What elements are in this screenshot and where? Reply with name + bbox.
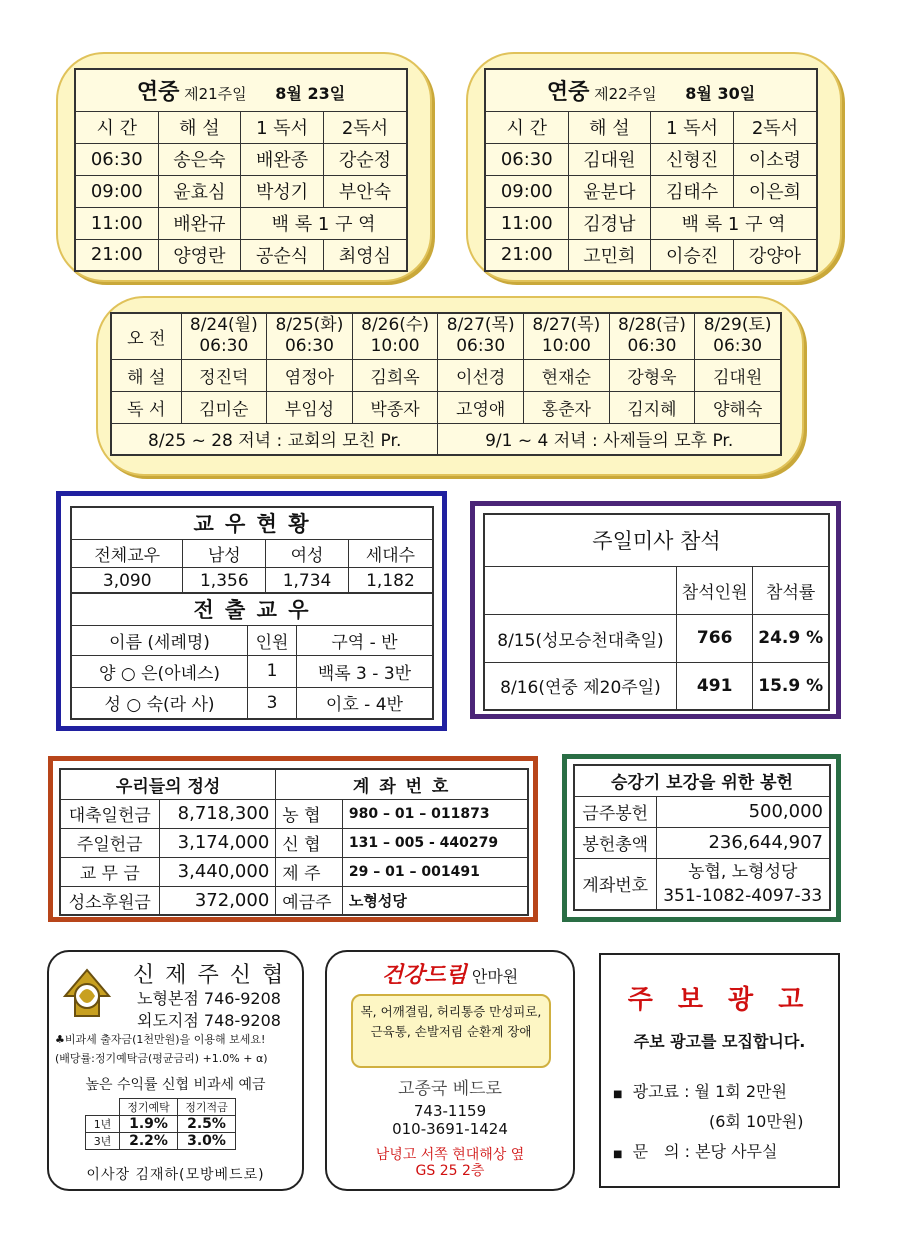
table-row: 21:00 고민희 이승진 강양아 [485,239,817,271]
sunday-left-table: 연중 제21주일 8월 23일 시 간 해 설 1 독서 2독서 06:30 송은숙 배완종 강순정 09:00 윤효심 박성기 부안숙 11:00 배완규 백 록 1 구 역 21:00 양영란 공순식 최영심 [74,68,408,272]
table-row: 성 ○ 숙(라 사) 3 이호 - 4반 [71,687,433,719]
table-row: 11:00 배완규 백 록 1 구 역 [75,207,407,239]
table-row: 09:00 윤효심 박성기 부안숙 [75,175,407,207]
table-row: 양 ○ 은(아녜스) 1 백록 3 - 3반 [71,655,433,687]
bulletin-ad [599,953,840,1188]
elevator-table: 승강기 보강을 위한 봉헌 금주봉헌 500,000 봉헌총액 236,644,907 계좌번호 농협, 노형성당 351-1082-4097-33 [573,764,831,911]
credit-promo-1: ♣비과세 출자금(1천만원)을 이용해 보세요! [55,1033,266,1046]
offering-table: 우리들의 정성 계 좌 번 호 대축일헌금 8,718,300 농 협 980 – 01 – 011873 주일헌금 3,174,000 신 협 131 – 005 - 440279 교 무 금 3,440,000 제 주 29 – 01 – 001491 성소후원금 372,000 예금주 노형성당 [59,768,529,916]
massage-brand: 건강드림 [381,963,467,988]
massage-location-2: GS 25 2층 [415,1163,485,1179]
weekday-note-left: 8/25 ~ 28 저녁 : 교회의 모친 Pr. [111,423,438,455]
massage-owner: 고종국 베드로 [398,1079,502,1099]
table-row: 독 서 김미순 부임성 박종자 고영애 홍춘자 김지혜 양해숙 [111,391,781,423]
bulletin-ad-fee: ■ 광고료 : 월 1회 2만원 [613,1082,787,1101]
weekday-table: 오 전 8/24(월) 06:30 8/25(화) 06:30 8/26(수) 10:00 8/27(목) 06:30 8/27(목) 10:00 8/28(금) 06:30 8/29(토) 06:30 해 설 정진덕 염정아 김희옥 이선경 현재순 강형욱 김대원 독 서 김미순 부임성 박종자 고영애 홍춘자 김지혜 양해숙 8/25 ~ 28 저녁 : 교회의 모친 Pr. 9/1 ~ 4 저녁 : 사제들의 모후 Pr. [110,312,782,456]
sunday-right-table: 연중 제22주일 8월 30일 시 간 해 설 1 독서 2독서 06:30 김대원 신형진 이소령 09:00 윤분다 김태수 이은희 11:00 김경남 백 록 1 구 역 21:00 고민희 이승진 강양아 [484,68,818,272]
credit-rate-table: 정기예탁 정기적금 1년 1.9% 2.5% 3년 2.2% 3.0% [85,1098,236,1150]
members-table: 교 우 현 황 전체교우 남성 여성 세대수 3,090 1,356 1,734 1,182 [70,506,434,596]
table-row: 해 설 정진덕 염정아 김희옥 이선경 현재순 강형욱 김대원 [111,359,781,391]
credit-branch-1: 노형본점 746-9208 [137,989,281,1008]
massage-phone-1: 743-1159 [413,1102,487,1120]
table-row: 금주봉헌 500,000 [574,796,830,827]
bulletin-ad-fee-sub: (6회 10만원) [709,1112,804,1131]
massage-ad [325,950,575,1191]
credit-union-logo-icon [59,966,115,1022]
sunday-left-header: 연중 제21주일 8월 23일 [75,69,407,111]
table-row: 11:00 김경남 백 록 1 구 역 [485,207,817,239]
table-row: 대축일헌금 8,718,300 농 협 980 – 01 – 011873 [60,799,528,828]
massage-phone-2: 010-3691-1424 [392,1120,508,1138]
table-row: 21:00 양영란 공순식 최영심 [75,239,407,271]
bulletin-ad-subtitle: 주보 광고를 모집합니다. [633,1032,806,1051]
table-row: 06:30 송은숙 배완종 강순정 [75,143,407,175]
credit-deposit-title: 높은 수익률 신협 비과세 예금 [85,1077,266,1093]
table-row: 09:00 윤분다 김태수 이은희 [485,175,817,207]
massage-services: 목, 어깨결림, 허리통증 만성피로, 근육통, 손발저림 순환계 장애 [351,994,551,1068]
sunday-right-header: 연중 제22주일 8월 30일 [485,69,817,111]
attendance-table: 주일미사 참석 참석인원 참석률 8/15(성모승천대축일) 766 24.9 % 8/16(연중 제20주일) 491 15.9 % [483,513,830,711]
credit-promo-2: (배당률:정기예탁금(평균금리) +1.0% + α) [55,1052,268,1065]
weekday-note-right: 9/1 ~ 4 저녁 : 사제들의 모후 Pr. [438,423,781,455]
table-row: 봉헌총액 236,644,907 [574,827,830,858]
bulletin-ad-title: 주 보 광 고 [627,985,812,1015]
credit-union-ad [47,950,304,1191]
credit-union-name: 신 제 주 신 협 [133,963,286,988]
bulletin-ad-contact: ■ 문 의 : 본당 사무실 [613,1142,778,1161]
table-row: 8/16(연중 제20주일) 491 15.9 % [484,662,829,710]
table-row: 8/15(성모승천대축일) 766 24.9 % [484,614,829,662]
table-row: 주일헌금 3,174,000 신 협 131 – 005 - 440279 [60,828,528,857]
members-out-table: 전 출 교 우 이름 (세례명) 인원 구역 - 반 양 ○ 은(아녜스) 1 백록 3 - 3반 성 ○ 숙(라 사) 3 이호 - 4반 [70,592,434,720]
table-row: 성소후원금 372,000 예금주 노형성당 [60,886,528,915]
table-row: 교 무 금 3,440,000 제 주 29 – 01 – 001491 [60,857,528,886]
credit-branch-2: 외도지점 748-9208 [137,1011,281,1030]
massage-type: 안마원 [471,967,519,986]
credit-chair: 이사장 김재하(모방베드로) [86,1167,265,1183]
massage-location-1: 남녕고 서쪽 현대해상 옆 [375,1147,525,1163]
table-row: 06:30 김대원 신형진 이소령 [485,143,817,175]
